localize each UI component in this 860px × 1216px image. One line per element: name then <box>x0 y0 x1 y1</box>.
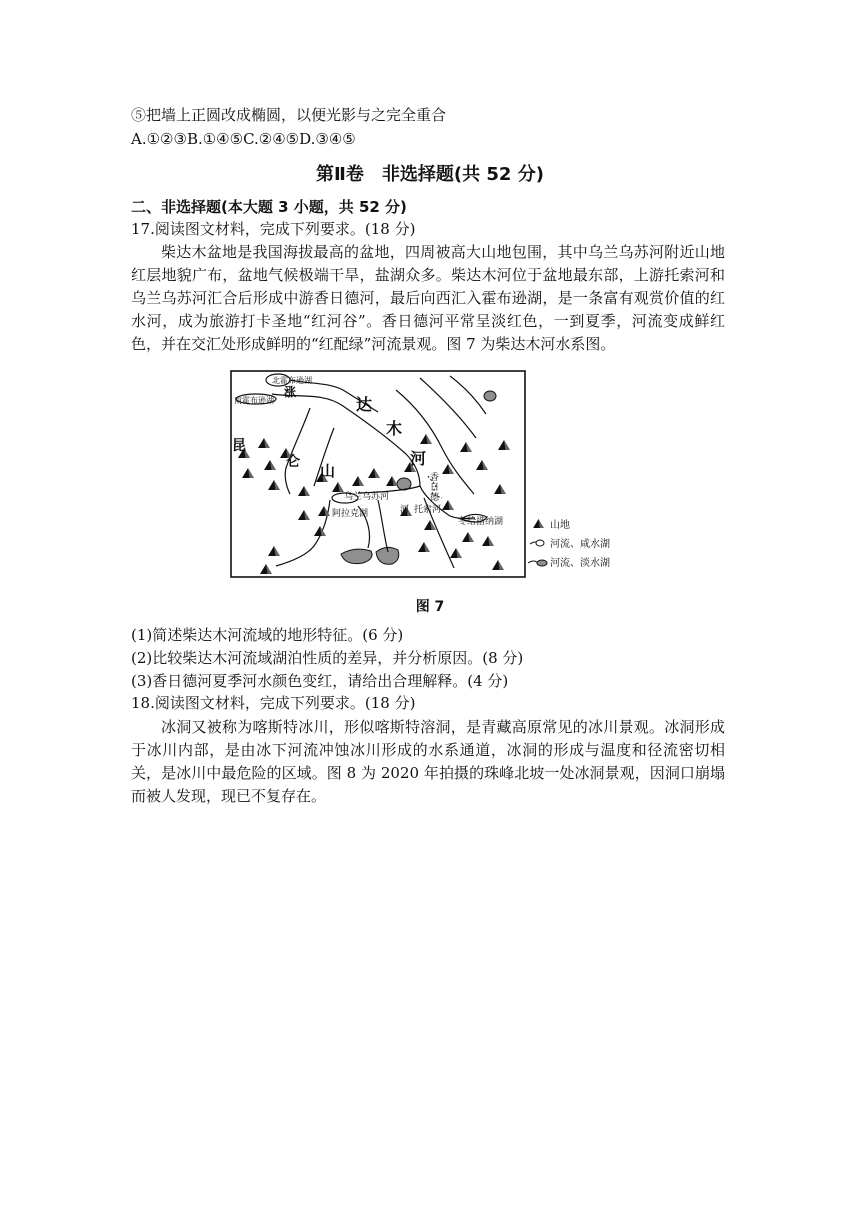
figure-7-caption: 图 7 <box>415 599 445 615</box>
map-legend <box>528 518 610 569</box>
label-zhang: 涨 <box>284 385 297 399</box>
q18-stem: 18.阅读图文材料，完成下列要求。(18 分) <box>131 694 416 712</box>
legend-salt-lake: 河流、咸水湖 <box>550 539 610 550</box>
chaidamu-river-map <box>228 368 628 586</box>
label-tuosuo-river: 托索河 <box>414 505 442 515</box>
label-he-small: 河 <box>400 505 410 515</box>
label-wulan-river: 乌兰乌苏河 <box>344 492 390 502</box>
q17-material: 柴达木盆地是我国海拔最高的盆地，四周被高大山地包围，其中乌兰乌苏河附近山地红层地貌广布，盆地气候极端干旱，盐湖众多。柴达木河位于盆地最东部，上游托索河和乌兰乌苏河汇合后形成中游香日德河，最后向西汇入霍布逊湖，是一条富有观赏价值的红水河，成为旅游打卡圣地“红河谷”。香日德河平常呈淡红色，一到夏季，河流变成鲜红色，并在交汇处形成鲜明的“红配绿”河流景观。图 7 为柴达木河水系图。 <box>131 243 725 353</box>
label-dongge-lake: 冬给措纳湖 <box>458 517 504 527</box>
part-heading: 二、非选择题(本大题 3 小题，共 52 分) <box>131 198 407 216</box>
legend-mountain: 山地 <box>550 520 570 531</box>
q17-sub1: (1)简述柴达木河流域的地形特征。(6 分) <box>131 626 404 644</box>
option-5: ⑤把墙上正圆改成椭圆，以便光影与之完全重合 <box>131 106 447 124</box>
label-alake-lake: 阿拉克湖 <box>332 509 369 519</box>
label-he: 河 <box>410 449 427 468</box>
fresh-lake-3 <box>484 391 496 401</box>
label-mu: 木 <box>386 419 403 438</box>
label-shan: 山 <box>320 462 336 480</box>
q17-stem: 17.阅读图文材料，完成下列要求。(18 分) <box>131 220 416 238</box>
answer-options: A.①②③B.①④⑤C.②④⑤D.③④⑤ <box>131 130 356 148</box>
label-xiang: 香 <box>430 473 440 483</box>
map-frame <box>231 371 525 577</box>
label-south-huobuxun: 南霍布逊湖 <box>234 396 274 405</box>
legend-fresh-lake: 河流、淡水湖 <box>550 558 610 569</box>
label-lun: 仑 <box>286 454 300 470</box>
q17-sub3: (3)香日德河夏季河水颜色变红，请给出合理解释。(4 分) <box>131 672 509 690</box>
q17-sub2: (2)比较柴达木河流域湖泊性质的差异，并分析原因。(8 分) <box>131 649 524 667</box>
label-ri: 日 <box>430 483 440 493</box>
label-north-huobuxun: 北霍布逊湖 <box>272 376 312 385</box>
q18-material: 冰洞又被称为喀斯特冰川，形似喀斯特溶洞，是青藏高原常见的冰川景观。冰洞形成于冰川内部，是由冰下河流冲蚀冰川形成的水系通道，冰洞的形成与温度和径流密切相关，是冰川中最危险的区域。图 8 为 2020 年拍摄的珠峰北坡一处冰洞景观，因洞口崩塌而被人发现，现已不复存在。 <box>131 718 725 805</box>
section-title: 第Ⅱ卷 非选择题(共 52 分) <box>316 164 544 185</box>
label-da: 达 <box>356 395 373 414</box>
label-kun: 昆 <box>232 438 246 454</box>
label-de: 德 <box>430 493 440 503</box>
